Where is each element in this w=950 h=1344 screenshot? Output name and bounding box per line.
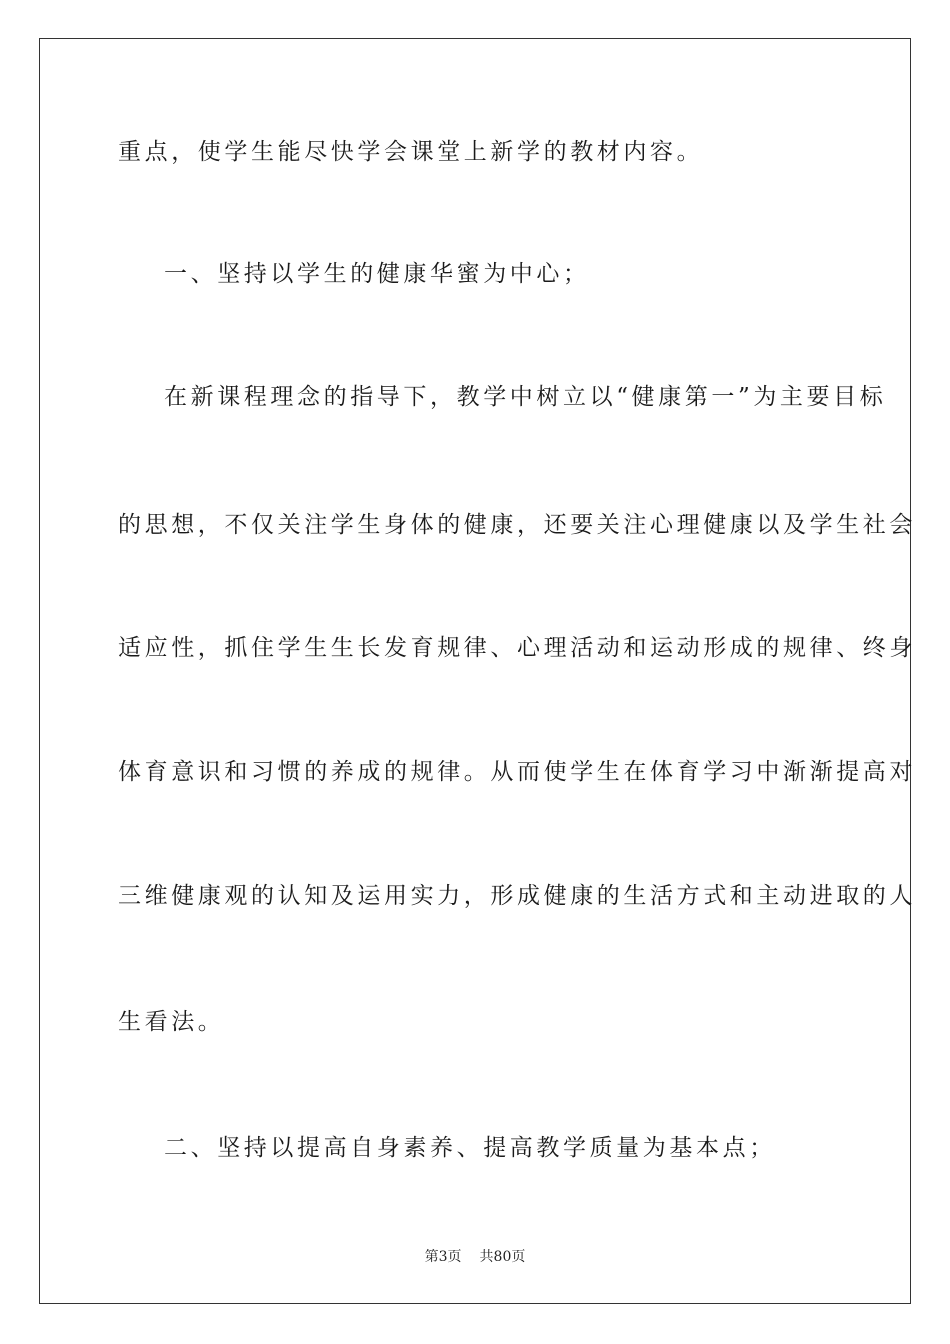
section-heading-1: 一、坚持以学生的健康华蜜为中心； bbox=[164, 261, 590, 287]
body-line-7: 三维健康观的认知及运用实力，形成健康的生活方式和主动进取的人 bbox=[118, 883, 916, 909]
body-line-5: 适应性，抓住学生生长发育规律、心理活动和运动形成的规律、终身 bbox=[118, 635, 916, 661]
page-frame bbox=[39, 38, 916, 1304]
page-total: 共80页 bbox=[479, 1249, 526, 1265]
body-line-3: 在新课程理念的指导下，教学中树立以“健康第一”为主要目标 bbox=[164, 384, 887, 410]
body-line-1: 重点，使学生能尽快学会课堂上新学的教材内容。 bbox=[118, 139, 704, 165]
body-line-4: 的思想，不仅关注学生身体的健康，还要关注心理健康以及学生社会 bbox=[118, 512, 916, 538]
section-heading-2: 二、坚持以提高自身素养、提高教学质量为基本点； bbox=[164, 1135, 776, 1161]
body-line-6: 体育意识和习惯的养成的规律。从而使学生在体育学习中渐渐提高对 bbox=[118, 759, 916, 785]
page-footer bbox=[0, 1248, 950, 1266]
body-line-8: 生看法。 bbox=[118, 1009, 225, 1035]
page-number: 第3页 bbox=[424, 1249, 462, 1265]
